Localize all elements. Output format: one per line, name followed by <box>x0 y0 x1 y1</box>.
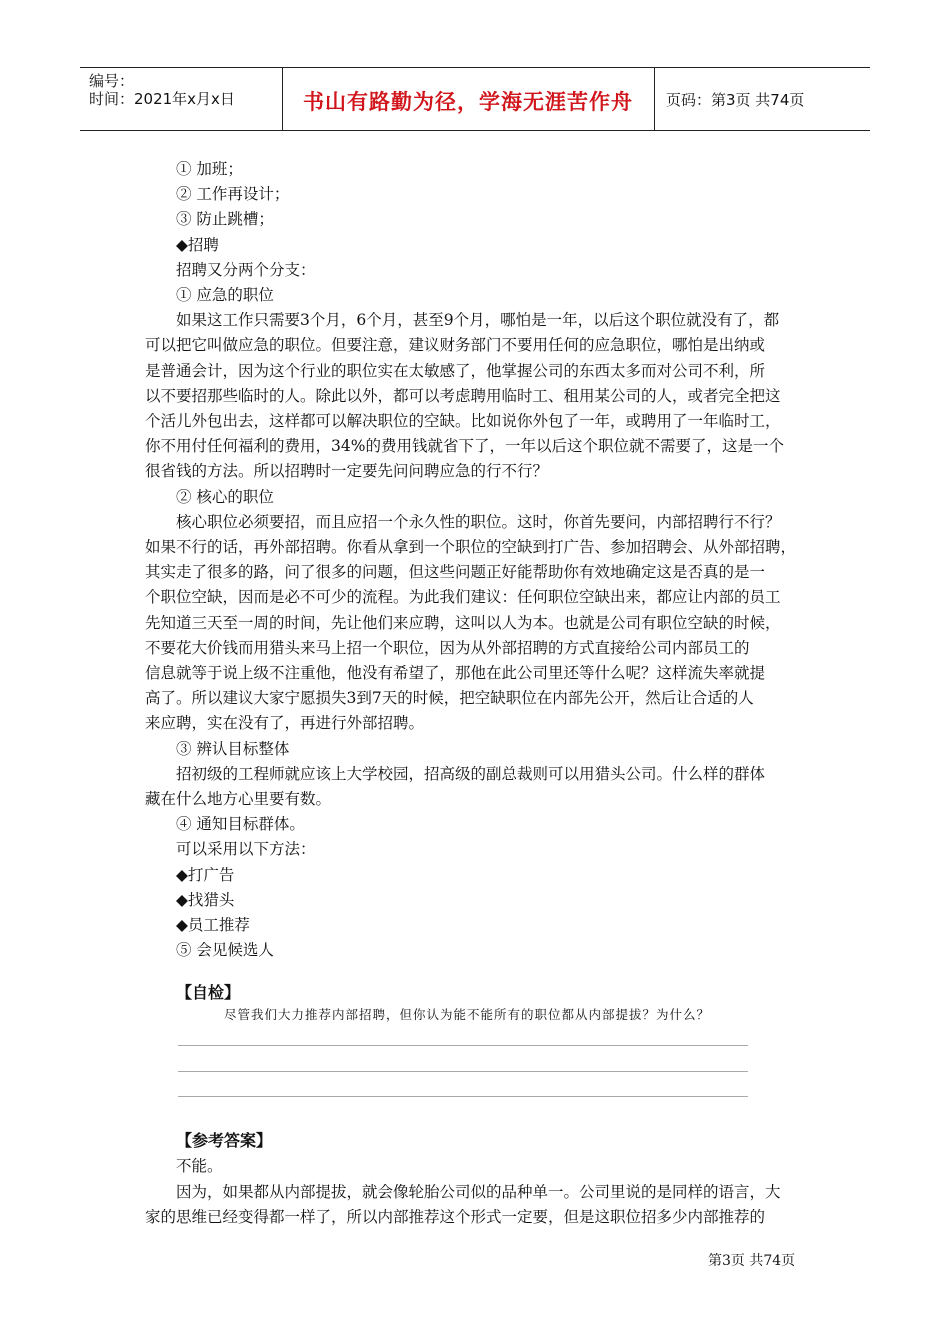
header-right-cell <box>656 68 870 130</box>
motto: 书山有路勤为径，学海无涯苦作舟 <box>303 90 633 114</box>
text-line: 如果不行的话，再外部招聘。你看从拿到一个职位的空缺到打广告、参加招聘会、从外部招聘， <box>145 538 797 556</box>
text-line: ◆打广告 <box>176 865 235 884</box>
text-line: 招初级的工程师就应该上大学校园，招高级的副总裁则可以用猎头公司。什么样的群体 <box>176 764 766 783</box>
date-label: 时间：2021年x月x日 <box>89 90 235 108</box>
text-line: 来应聘，实在没有了，再进行外部招聘。 <box>145 714 425 733</box>
text-line: 你不用付任何福利的费用，34%的费用钱就省下了，一年以后这个职位就不需要了，这是一个 <box>145 437 784 456</box>
page-header <box>80 67 870 131</box>
text-line: 信息就等于说上级不注重他，他没有希望了，那他在此公司里还等什么呢？这样流失率就提 <box>145 664 766 682</box>
text-line: ④ 通知目标群体。 <box>176 815 305 834</box>
text-line: ① 应急的职位 <box>176 286 274 304</box>
text-line: ◆找猎头 <box>176 890 235 909</box>
text-line: 个职位空缺，因而是必不可少的流程。为此我们建议：任何职位空缺出来，都应让内部的员工 <box>145 588 781 607</box>
text-line: ③ 辨认目标整体 <box>176 739 290 758</box>
self-check-heading: 【自检】 <box>176 983 241 1002</box>
text-line: ③ 防止跳槽； <box>176 210 274 229</box>
text-line: 可以采用以下方法： <box>176 840 316 859</box>
text-line: 核心职位必须要招，而且应招一个永久性的职位。这时，你首先要问，内部招聘行不行？ <box>176 512 781 531</box>
text-line: 如果这工作只需要3个月，6个月，甚至9个月，哪怕是一年，以后这个职位就没有了，都 <box>176 311 780 330</box>
text-line: ◆员工推荐 <box>176 916 250 934</box>
text-line: 不要花大价钱而用猎头来马上招一个职位，因为从外部招聘的方式直接给公司内部员工的 <box>145 638 750 657</box>
self-check-question: 尽管我们大力推荐内部招聘，但你认为能不能所有的职位都从内部提拔？为什么？ <box>224 1007 711 1022</box>
header-middle-cell <box>282 68 655 130</box>
page-footer: 第3页 共74页 <box>708 1253 796 1269</box>
page-code: 页码：第3页 共74页 <box>666 91 805 109</box>
text-line: 是普通会计，因为这个行业的职位实在太敏感了，他掌握公司的东西太多而对公司不利，所 <box>145 361 766 380</box>
text-line: ⑤ 会见候选人 <box>176 941 274 960</box>
reference-answer-heading: 【参考答案】 <box>176 1131 273 1150</box>
answer-blank-line[interactable] <box>178 1096 748 1097</box>
answer-blank-line[interactable] <box>178 1045 748 1046</box>
text-line: 因为，如果都从内部提拔，就会像轮胎公司似的品种单一。公司里说的是同样的语言，大 <box>176 1182 781 1201</box>
number-label: 编号： <box>89 72 135 90</box>
text-line: ◆招聘 <box>176 235 219 254</box>
text-line: 先知道三天至一周的时间，先让他们来应聘，这叫以人为本。也就是公司有职位空缺的时候， <box>145 613 781 632</box>
text-line: 高了。所以建议大家宁愿损失3到7天的时候，把空缺职位在内部先公开，然后让合适的人 <box>145 689 754 708</box>
text-line: 很省钱的方法。所以招聘时一定要先问问聘应急的行不行？ <box>145 462 549 481</box>
text-line: 个活儿外包出去，这样都可以解决职位的空缺。比如说你外包了一年，或聘用了一年临时工， <box>145 412 781 430</box>
text-line: ② 核心的职位 <box>176 487 274 506</box>
text-line: 不能。 <box>176 1157 223 1175</box>
text-line: ② 工作再设计； <box>176 185 290 204</box>
text-line: 招聘又分两个分支： <box>176 260 316 279</box>
text-line: 藏在什么地方心里要有数。 <box>145 790 332 808</box>
text-line: 可以把它叫做应急的职位。但要注意，建议财务部门不要用任何的应急职位，哪怕是出纳或 <box>145 336 766 355</box>
text-line: ① 加班； <box>176 160 243 178</box>
text-line: 其实走了很多的路，问了很多的问题，但这些问题正好能帮助你有效地确定这是否真的是一 <box>145 563 766 582</box>
header-left-cell <box>80 68 283 130</box>
text-line: 家的思维已经变得都一样了，所以内部推荐这个形式一定要，但是这职位招多少内部推荐的 <box>145 1208 766 1226</box>
text-line: 以不要招那些临时的人。除此以外，都可以考虑聘用临时工、租用某公司的人，或者完全把这 <box>145 386 781 405</box>
answer-blank-line[interactable] <box>178 1071 748 1072</box>
